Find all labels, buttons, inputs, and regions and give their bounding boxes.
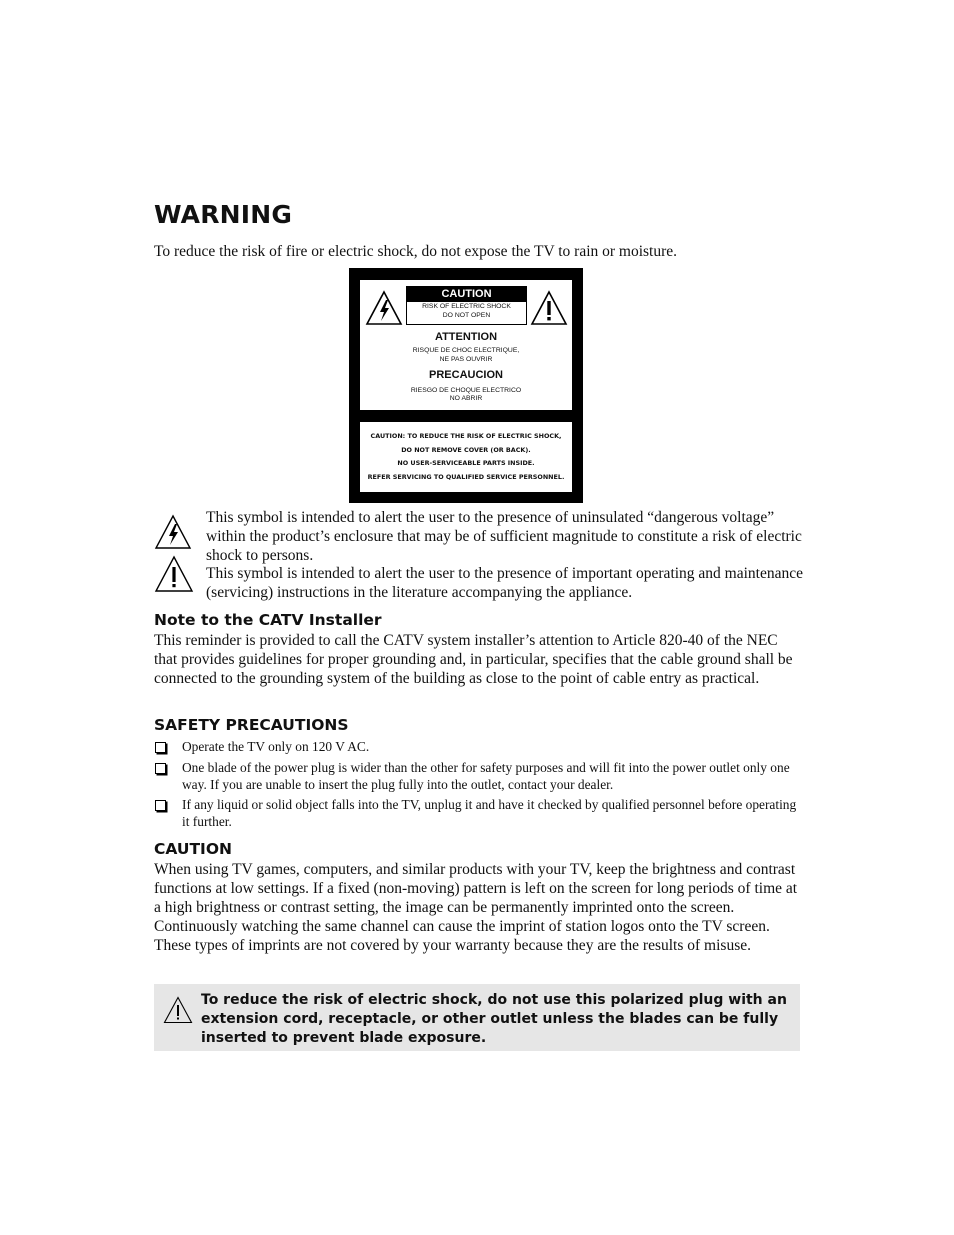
exclamation-warning-icon <box>530 290 568 326</box>
list-item-text: Operate the TV only on 120 V AC. <box>182 739 370 754</box>
attention-line-2: NE PAS OUVRIR <box>439 356 493 363</box>
checkbox-bullet-icon <box>155 800 166 811</box>
attention-heading: ATTENTION <box>434 331 498 343</box>
label-notice-line-1: CAUTION: TO REDUCE THE RISK OF ELECTRIC SHOCK, <box>370 432 562 440</box>
caution-line-1: RISK OF ELECTRIC SHOCK <box>422 303 511 310</box>
caution-line-2: DO NOT OPEN <box>442 311 491 319</box>
label-notice-line-2: DO NOT REMOVE COVER (OR BACK). <box>401 446 531 454</box>
caution-heading: CAUTION <box>407 287 526 302</box>
exclamation-warning-icon <box>154 555 194 593</box>
caution-heading: CAUTION <box>154 840 232 858</box>
exclamation-symbol-description: This symbol is intended to alert the user to the presence of important operating and maintenance (servicing) instructions in the literature accompanying the appliance. <box>206 565 803 601</box>
list-item-text: One blade of the power plug is wider than the other for safety purposes and will fit into the power outlet only one way. If you are unable to insert the plug fully into the outlet, contact your dealer. <box>182 759 790 792</box>
catv-heading: Note to the CATV Installer <box>154 611 382 629</box>
lightning-symbol-description: This symbol is intended to alert the user to the presence of uninsulated “dangerous voltage” within the product’s enclosure that may be of sufficient magnitude to constitute a risk of electric shock to persons. <box>206 509 802 564</box>
notice-text: To reduce the risk of electric shock, do not use this polarized plug with an extension cord, receptacle, or other outlet unless the blades can be fully inserted to prevent blade exposure. <box>201 992 787 1046</box>
safety-heading: SAFETY PRECAUTIONS <box>154 716 349 734</box>
precaucion-line-1: RIESGO DE CHOQUE ELECTRICO <box>410 387 522 394</box>
caution-label <box>349 268 583 503</box>
lightning-warning-icon <box>154 514 192 550</box>
list-item <box>154 796 804 830</box>
label-notice-line-4: REFER SERVICING TO QUALIFIED SERVICE PERSONNEL. <box>367 473 565 481</box>
caution-label-lower-panel <box>360 422 572 492</box>
label-notice-line-3: NO USER-SERVICEABLE PARTS INSIDE. <box>397 459 535 467</box>
caution-box <box>406 286 527 325</box>
precaucion-heading: PRECAUCION <box>429 369 503 381</box>
list-item-text: If any liquid or solid object falls into the TV, unplug it and have it checked by qualified personnel before operating it further. <box>182 797 797 829</box>
catv-body: This reminder is provided to call the CATV system installer’s attention to Article 820-40 of the NEC that provides guidelines for proper grounding and, in particular, specifies that the cable ground shall be connected to the grounding system of the building as close to the point of cable entry as practical. <box>154 632 793 687</box>
lightning-warning-icon <box>365 290 403 326</box>
page-title: WARNING <box>154 200 293 229</box>
caution-body: When using TV games, computers, and similar products with your TV, keep the brightness and contrast functions at low settings. If a fixed (non-moving) pattern is left on the screen for long periods of time at a high brightness or contrast setting, the image can be permanently imprinted onto the screen. Continuously watching the same channel can cause the imprint of station logos onto the TV screen. These types of imprints are not covered by your warranty because they are the results of misuse. <box>154 861 798 954</box>
polarized-plug-notice <box>154 984 800 1051</box>
attention-line-1: RISQUE DE CHOC ELECTRIQUE, <box>412 347 520 354</box>
precaucion-line-2: NO ABRIR <box>449 395 483 402</box>
checkbox-bullet-icon <box>155 763 166 774</box>
exclamation-warning-icon <box>163 996 193 1024</box>
checkbox-bullet-icon <box>155 742 166 753</box>
list-item <box>154 759 804 793</box>
list-item <box>154 738 804 755</box>
safety-list <box>154 738 804 834</box>
intro-text: To reduce the risk of fire or electric shock, do not expose the TV to rain or moisture. <box>154 243 678 260</box>
caution-label-upper-panel <box>360 280 572 410</box>
